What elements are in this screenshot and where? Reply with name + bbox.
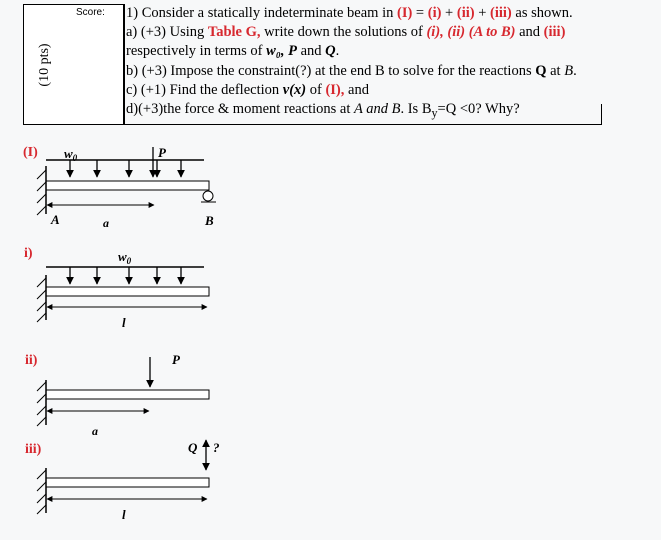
- question-line-3: respectively in terms of w₀, P and Q.: [126, 43, 340, 60]
- figure-iii: [25, 440, 220, 522]
- label-A: A: [51, 212, 60, 227]
- points-label: (10 pts): [37, 43, 52, 87]
- beam-ii: [46, 390, 209, 399]
- beam-I: [46, 181, 209, 190]
- score-label: Score:: [76, 7, 105, 18]
- figure-ii: [25, 352, 209, 438]
- wall-hatch: [37, 170, 46, 215]
- question-line-6: d)(+3)the force & moment reactions at A and B. Is $B_y=Q <0$? Why?: [126, 101, 520, 120]
- label-a-ii: a: [92, 424, 98, 438]
- question-line-1: 1) Consider a statically indeterminate beam in (I) = (i) + (ii) + (iii) as shown.: [126, 5, 573, 21]
- query-mark: ?: [213, 440, 220, 455]
- label-l-iii: l: [122, 507, 126, 522]
- beam-i: [46, 287, 209, 296]
- label-l-i: l: [122, 315, 126, 330]
- load-arrows: [70, 160, 181, 177]
- question-line-5: c) (+1) Find the deflection v(x) of (I), and: [126, 81, 369, 98]
- force-P-label: P: [158, 145, 166, 160]
- beam-iii: [46, 478, 209, 487]
- figure-I-load-label: $w_0$: [64, 146, 78, 163]
- question-line-2: a) (+3) Using Table G, write down the solutions of (i), (ii) (A to B) and (iii): [126, 24, 566, 41]
- figure-ii-label: ii): [25, 353, 38, 368]
- label-a-I: a: [103, 216, 109, 230]
- figure-i-label: i): [24, 246, 33, 261]
- figure-i-load-label: $w_0$: [118, 249, 132, 266]
- question-line-4: b) (+3) Impose the constraint(?) at the end B to solve for the reactions Q at B.: [126, 62, 577, 79]
- figure-I: [23, 145, 216, 230]
- figure-I-label: (I): [23, 145, 38, 160]
- force-P-ii-label: P: [172, 352, 180, 367]
- roller-support-B: [203, 191, 213, 201]
- figure-i: [24, 246, 209, 330]
- label-B: B: [205, 213, 214, 228]
- figure-iii-label: iii): [25, 442, 42, 457]
- force-Q-label: Q: [188, 440, 198, 455]
